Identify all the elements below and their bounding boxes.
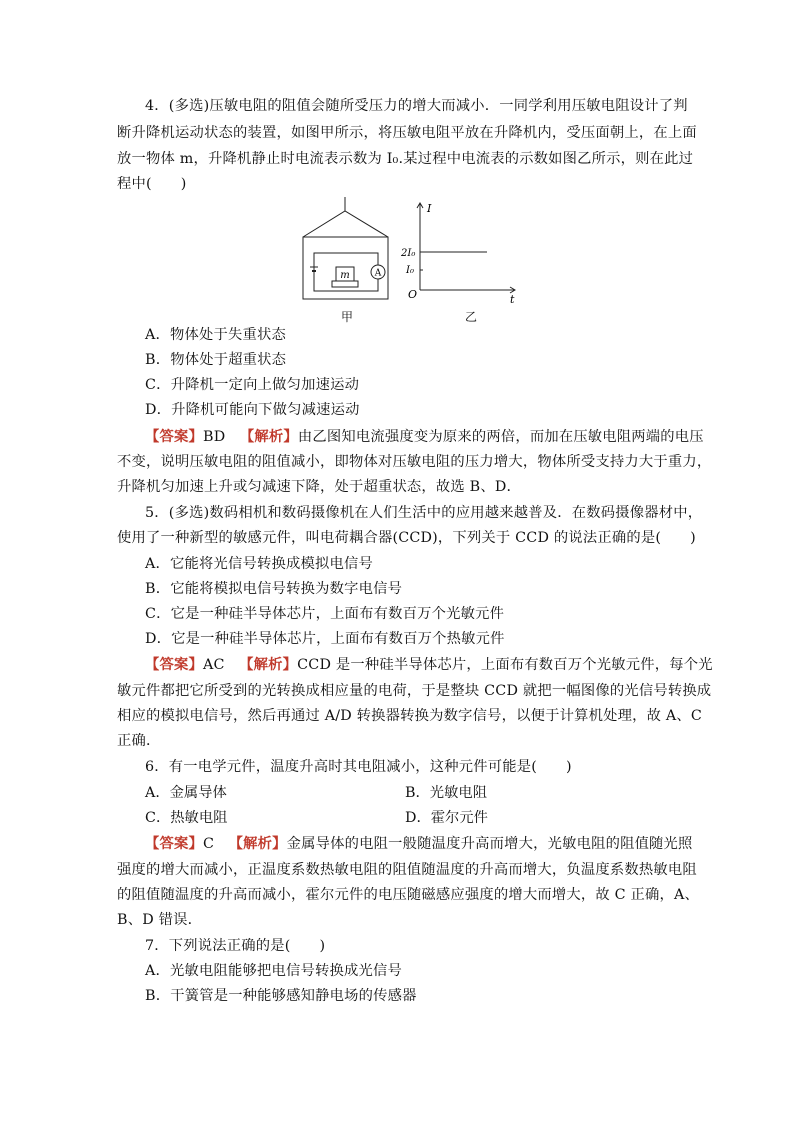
mass-label: m bbox=[340, 270, 350, 281]
q4-answer: BD bbox=[203, 429, 226, 445]
q6-option-d: D．霍尔元件 bbox=[405, 810, 488, 826]
tick-i0: I₀ bbox=[406, 265, 414, 276]
q4-line-1: 4．(多选)压敏电阻的阻值会随所受压力的增大而减小．一同学利用压敏电阻设计了判 bbox=[145, 98, 688, 114]
current-time-graph bbox=[417, 203, 515, 293]
answer-tag: 【答案】 bbox=[145, 836, 203, 852]
q6-answer: C bbox=[203, 836, 215, 852]
q4-option-a: A．物体处于失重状态 bbox=[145, 327, 286, 343]
q4-analysis-3: 升降机匀加速上升或匀减速下降，处于超重状态，故选 B、D． bbox=[117, 479, 522, 495]
q4-option-b: B．物体处于超重状态 bbox=[145, 352, 287, 368]
q4-analysis-1: 由乙图知电流强度变为原来的两倍，而加在压敏电阻两端的电压 bbox=[297, 429, 704, 445]
q6-analysis-4: B、D 错误． bbox=[117, 912, 203, 928]
q5-line-1: 5．(多选)数码相机和数码摄像机在人们生活中的应用越来越普及．在数码摄像器材中， bbox=[145, 505, 703, 521]
q6-analysis-1: 金属导体的电阻一般随温度升高而增大，光敏电阻的阻值随光照 bbox=[286, 836, 693, 852]
analysis-tag: 【解析】 bbox=[239, 429, 298, 445]
q4-answer-line bbox=[145, 427, 705, 447]
q5-answer: AC bbox=[203, 657, 225, 673]
q4-analysis-2: 不变，说明压敏电阻的阻值减小，即物体对压敏电阻的压力增大，物体所受支持力大于重力， bbox=[117, 454, 712, 470]
elevator-diagram bbox=[303, 197, 388, 299]
answer-tag: 【答案】 bbox=[145, 657, 203, 673]
q6-line-1: 6．有一电学元件，温度升高时其电阻减小，这种元件可能是( ) bbox=[145, 759, 572, 775]
figure-label-jia: 甲 bbox=[341, 310, 354, 324]
figure-label-yi: 乙 bbox=[465, 310, 478, 324]
pressure-resistor bbox=[332, 281, 358, 287]
tick-2i0: 2I₀ bbox=[401, 248, 416, 259]
q5-option-d: D．它是一种硅半导体芯片，上面布有数百万个热敏元件 bbox=[145, 631, 505, 647]
q4-figure-svg bbox=[300, 195, 530, 325]
q7-option-b: B．干簧管是一种能够感知静电场的传感器 bbox=[145, 988, 417, 1004]
q5-analysis-4: 正确． bbox=[117, 733, 161, 749]
q6-option-b: B．光敏电阻 bbox=[405, 785, 487, 801]
q7-option-a: A．光敏电阻能够把电信号转换成光信号 bbox=[145, 963, 402, 979]
q5-option-a: A．它能将光信号转换成模拟电信号 bbox=[145, 556, 373, 572]
q5-analysis-3: 相应的模拟电信号，然后再通过 A/D 转换器转换为数字信号，以便于计算机处理，故 A、C bbox=[117, 708, 702, 724]
origin-label: O bbox=[408, 288, 418, 301]
q4-line-2: 断升降机运动状态的装置，如图甲所示，将压敏电阻平放在升降机内，受压面朝上，在上面 bbox=[117, 125, 697, 141]
answer-tag: 【答案】 bbox=[145, 429, 203, 445]
elevator-roof bbox=[303, 211, 388, 237]
analysis-tag: 【解析】 bbox=[228, 836, 287, 852]
q6-option-a: A．金属导体 bbox=[145, 785, 227, 801]
q4-option-d: D．升降机可能向下做匀减速运动 bbox=[145, 402, 360, 418]
q7-line-1: 7．下列说法正确的是( ) bbox=[145, 938, 326, 954]
q4-figure bbox=[300, 195, 530, 325]
q6-analysis-3: 的阻值随温度的升高而减小，霍尔元件的电压随磁感应强度的增大而增大，故 C 正确，A、 bbox=[117, 887, 700, 903]
q6-answer-line bbox=[145, 834, 705, 854]
q5-analysis-2: 敏元件都把它所受到的光转换成相应量的电荷，于是整块 CCD 就把一幅图像的光信号转换成 bbox=[117, 683, 712, 699]
q5-answer-line bbox=[145, 655, 713, 675]
x-axis-label: t bbox=[510, 293, 515, 306]
q5-option-b: B．它能将模拟电信号转换为数字电信号 bbox=[145, 581, 403, 597]
q5-option-c: C．它是一种硅半导体芯片，上面布有数百万个光敏元件 bbox=[145, 606, 505, 622]
q5-line-2: 使用了一种新型的敏感元件，叫电荷耦合器(CCD)，下列关于 CCD 的说法正确的是( ) bbox=[117, 530, 696, 546]
q6-option-c: C．热敏电阻 bbox=[145, 810, 228, 826]
q5-analysis-1: CCD 是一种硅半导体芯片，上面布有数百万个光敏元件，每个光 bbox=[297, 657, 713, 673]
ammeter-label: A bbox=[374, 268, 382, 279]
q6-analysis-2: 强度的增大而减小，正温度系数热敏电阻的阻值随温度的升高而增大，负温度系数热敏电阻 bbox=[117, 862, 697, 878]
q4-line-3: 放一物体 m，升降机静止时电流表示数为 I₀.某过程中电流表的示数如图乙所示，则在此过 bbox=[117, 151, 694, 167]
q4-line-4: 程中( ) bbox=[117, 176, 187, 192]
q4-option-c: C．升降机一定向上做匀加速运动 bbox=[145, 377, 360, 393]
analysis-tag: 【解析】 bbox=[239, 657, 298, 673]
y-axis-label: I bbox=[427, 202, 432, 215]
